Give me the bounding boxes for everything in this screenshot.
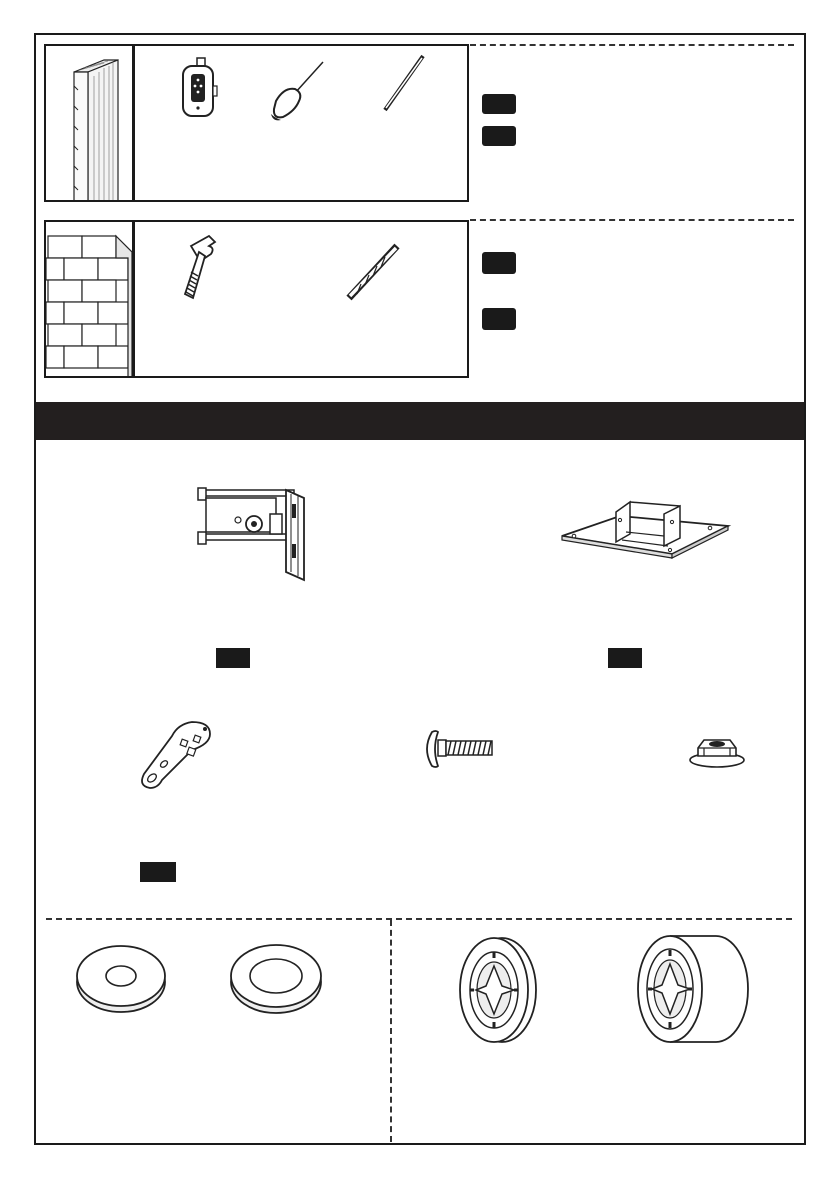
hammer-icon <box>185 236 215 298</box>
tools-illustration <box>135 222 471 380</box>
wall-bracket-arm <box>196 484 312 584</box>
brick-wall-icon <box>46 222 134 378</box>
part-label-tag <box>608 648 642 668</box>
wood-wall-tools-box <box>133 44 469 202</box>
tools-illustration <box>135 46 471 204</box>
carriage-bolt-icon <box>424 728 496 770</box>
drill-bit-icon <box>385 56 423 110</box>
step-badge <box>482 94 516 114</box>
long-spacer <box>636 932 752 1046</box>
part-label-tag <box>140 862 176 882</box>
small-washer-icon <box>74 940 168 1016</box>
flange-nut <box>688 734 746 770</box>
step-badge <box>482 252 516 274</box>
carriage-bolt <box>424 728 496 770</box>
part-label-tag <box>216 648 250 668</box>
wrench-plate-icon <box>136 720 220 790</box>
small-washer <box>74 940 168 1016</box>
short-spacer-icon <box>456 934 540 1046</box>
brick-wall-tools-box <box>133 220 469 378</box>
awl-icon <box>271 62 323 120</box>
stud-finder-icon <box>183 58 217 116</box>
large-washer-icon <box>228 938 324 1018</box>
wood-wall-thumbnail <box>44 44 134 202</box>
step-badge <box>482 126 516 146</box>
masonry-drill-bit-icon <box>349 246 397 298</box>
wood-steps-divider <box>470 44 794 46</box>
brick-steps-divider <box>470 219 794 221</box>
parts-header-band <box>36 402 804 440</box>
long-spacer-icon <box>636 932 752 1046</box>
flange-nut-icon <box>688 734 746 770</box>
brick-wall-thumbnail <box>44 220 134 378</box>
wall-bracket-arm-icon <box>196 484 312 584</box>
wood-stud-icon <box>46 46 134 202</box>
washers-divider <box>46 918 792 920</box>
short-spacer <box>456 934 540 1046</box>
column-divider <box>390 920 392 1142</box>
vesa-adapter-plate-icon <box>560 494 730 568</box>
step-badge <box>482 308 516 330</box>
vesa-adapter-plate <box>560 494 730 568</box>
large-washer <box>228 938 324 1018</box>
wrench-plate <box>136 720 220 790</box>
